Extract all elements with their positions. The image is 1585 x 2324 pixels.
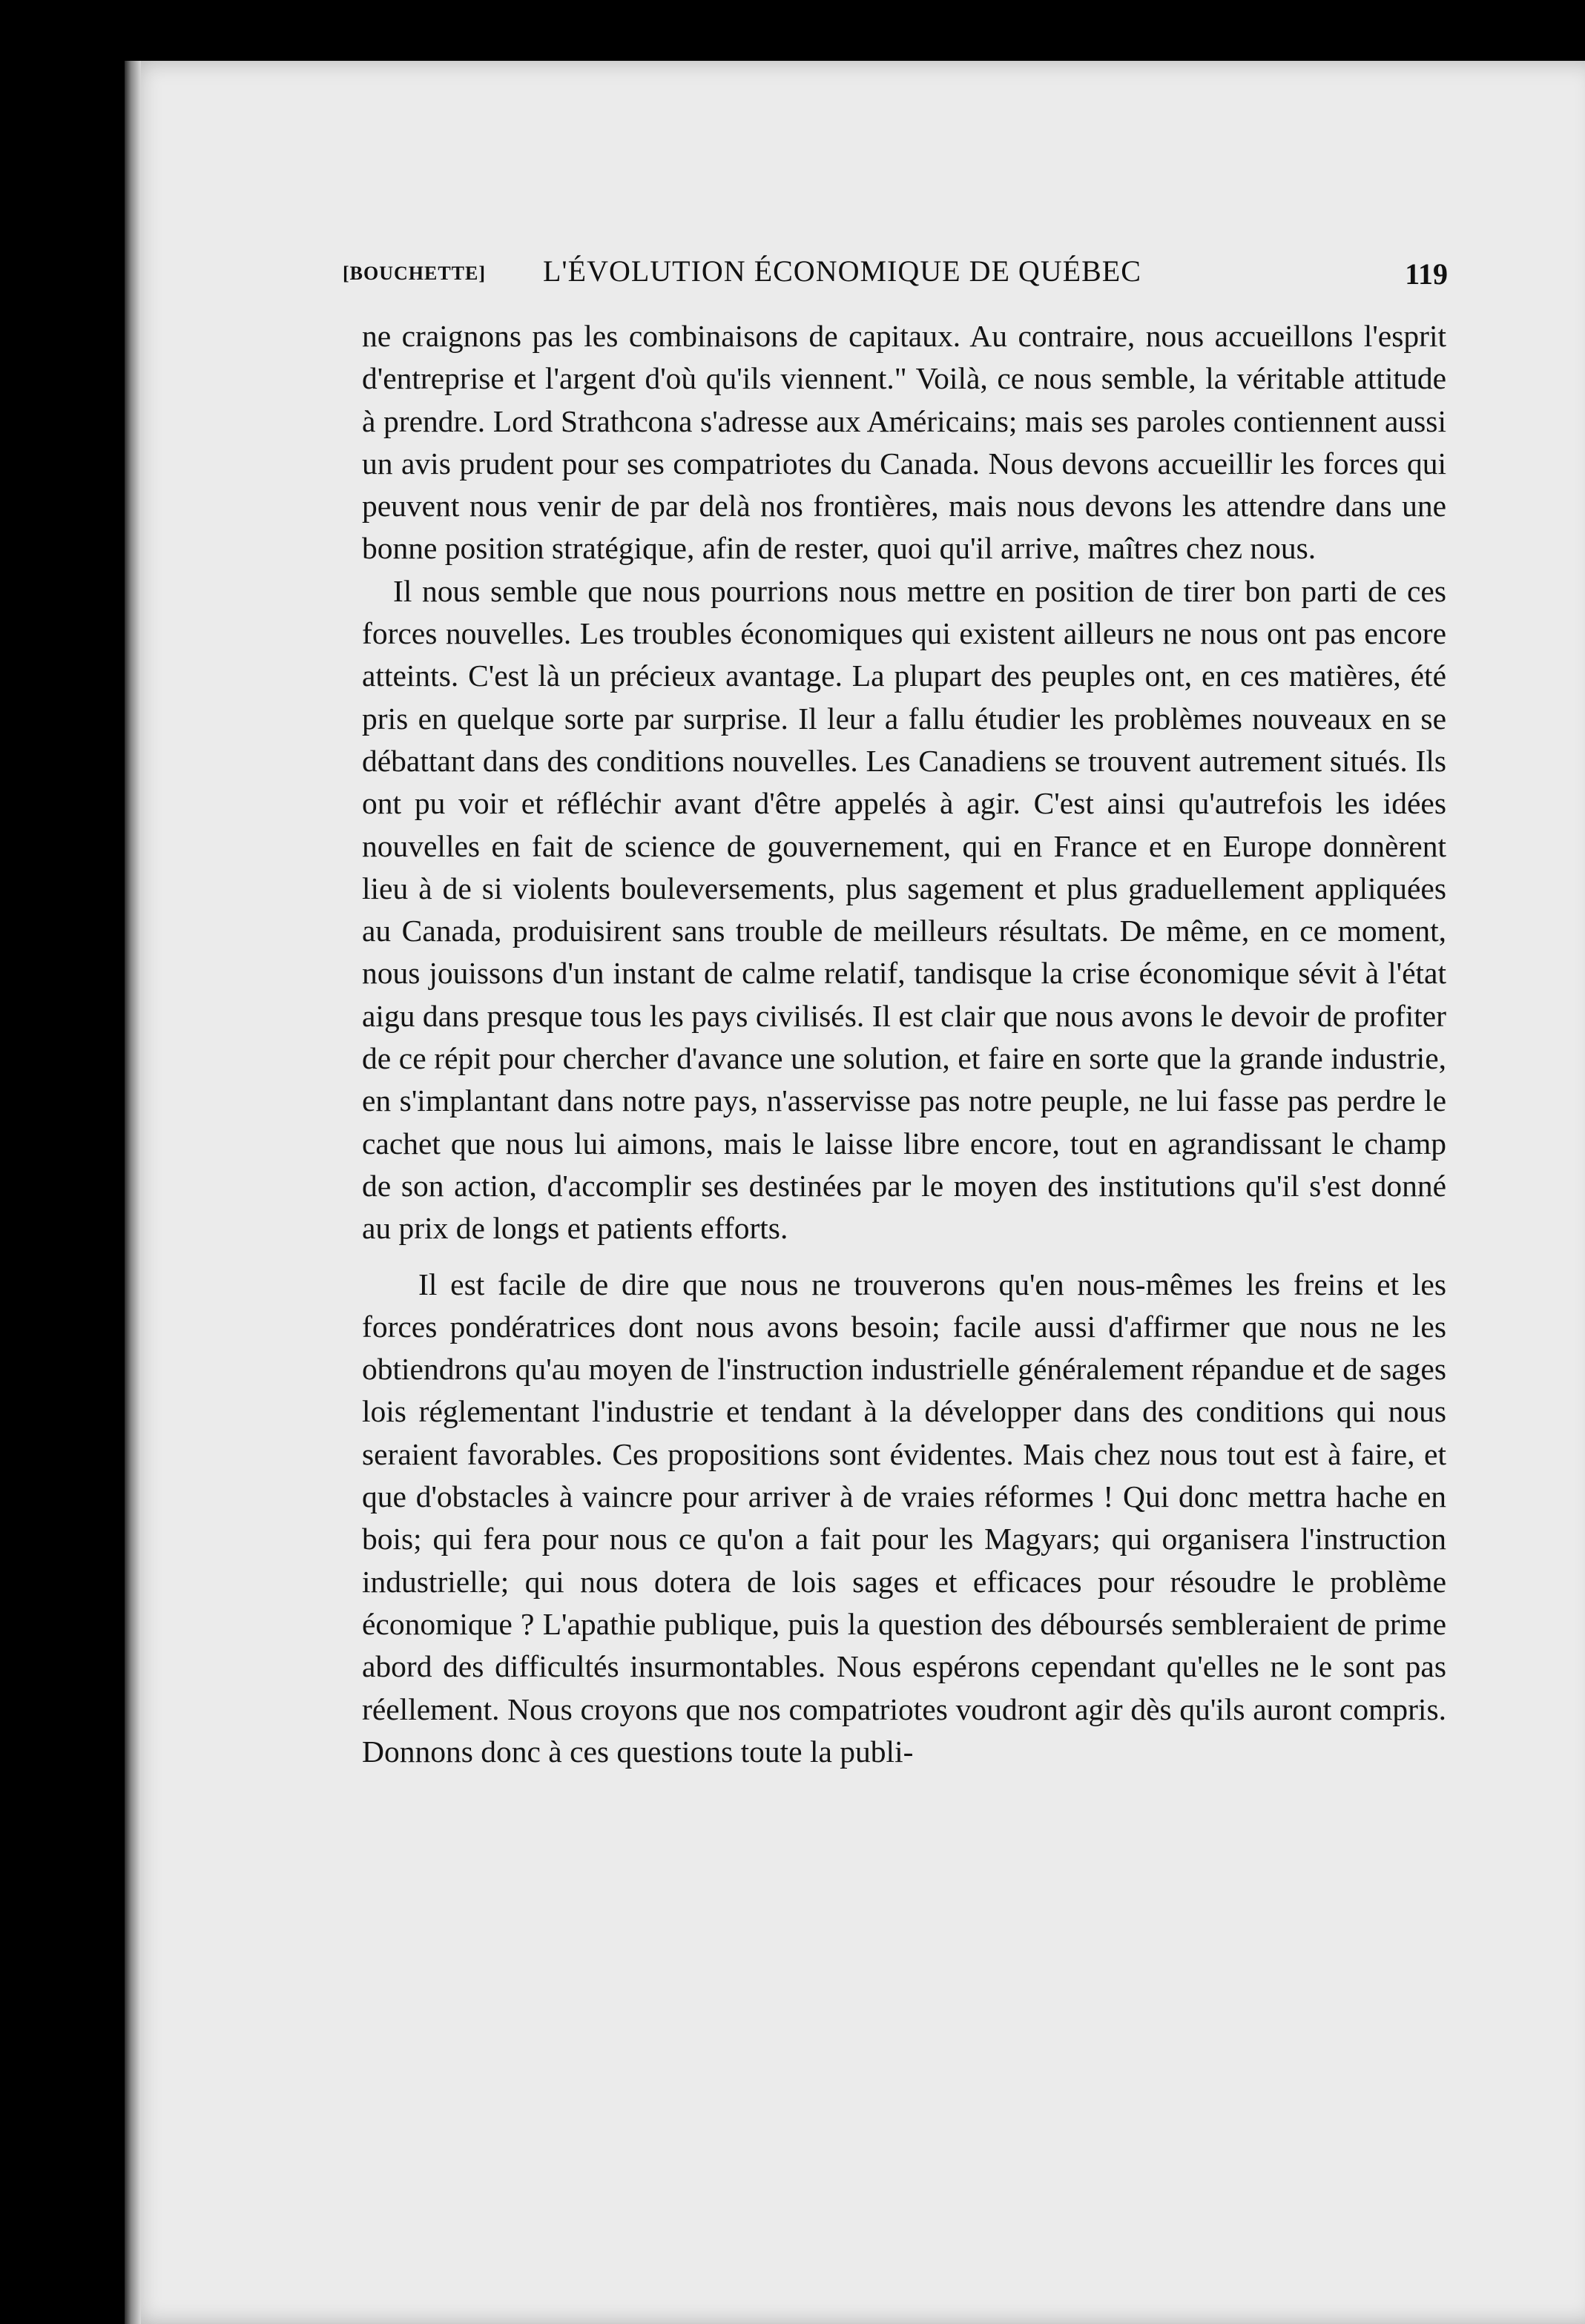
page-number: 119 xyxy=(1405,257,1448,291)
page-binding-edge xyxy=(125,61,141,2324)
running-head-author: [BOUCHETTE] xyxy=(343,263,487,284)
paragraph: Il nous semble que nous pourrions nous mettre en position de tirer bon parti de ces forces nouvelles. Les troubles économiques qui existent ailleurs ne nous ont pas encore atteints. C'est là un précieux avantage. La plupart des peuples ont, en ces matières, été pris en quelque sorte par surprise. Il leur a fallu étudier les problèmes nouveaux en se débattant dans des conditions nouvelles. Les Canadiens se trouvent autrement situés. Ils ont pu voir et réfléchir avant d'être appelés à agir. C'est ainsi qu'autrefois les idées nouvelles en fait de science de gouvernement, qui en France et en Europe donnèrent lieu à de si violents bouleversements, plus sagement et plus graduellement appliquées au Canada, produisirent sans trouble de meilleurs résultats. De même, en ce moment, nous jouissons d'un instant de calme relatif, tandisque la crise économique sévit à l'état aigu dans presque tous les pays civilisés. Il est clair que nous avons le devoir de profiter de ce répit pour chercher d'avance une solution, et faire en sorte que la grande industrie, en s'implantant dans notre pays, n'asservisse pas notre peuple, ne lui fasse pas perdre le cachet que nous lui aimons, mais le laisse libre encore, tout en agrandissant le champ de son action, d'accomplir ses destinées par le moyen des institutions qu'il s'est donné au prix de longs et patients efforts. xyxy=(362,573,1446,1246)
body-text xyxy=(362,315,1446,1773)
paragraph: Il est facile de dire que nous ne trouverons qu'en nous-mêmes les freins et les forces pondératrices dont nous avons besoin; facile aussi d'affirmer que nous ne les obtiendrons qu'au moyen de l'instruction industrielle généralement répandue et de sages lois réglementant l'industrie et tendant à la développer dans des conditions qui nous seraient favorables. Ces propositions sont évidentes. Mais chez nous tout est à faire, et que d'obstacles à vaincre pour arriver à de vraies réformes ! Qui donc mettra hache en bois; qui fera pour nous ce qu'on a fait pour les Magyars; qui organisera l'instruction industrielle; qui nous dotera de lois sages et efficaces pour résoudre le problème économique ? L'apathie publique, puis la question des déboursés sembleraient de prime abord des difficultés insurmontables. Nous espérons cependant qu'elles ne le sont pas réellement. Nous croyons que nos compatriotes voudront agir dès qu'ils auront compris. Donnons donc à ces questions toute la publi- xyxy=(362,1267,1446,1769)
running-head xyxy=(343,254,1448,298)
running-head-title: L'ÉVOLUTION ÉCONOMIQUE DE QUÉBEC xyxy=(543,254,1141,288)
paragraph-continued: ne craignons pas les combinaisons de capitaux. Au contraire, nous accueillons l'esprit d'entreprise et l'argent d'où qu'ils viennent." Voilà, ce nous semble, la véritable attitude à prendre. Lord Strathcona s'adresse aux Américains; mais ses paroles contiennent aussi un avis prudent pour ses compatriotes du Canada. Nous devons accueillir les forces qui peuvent nous venir de par delà nos frontières, mais nous devons les attendre dans une bonne position stratégique, afin de rester, quoi qu'il arrive, maîtres chez nous. xyxy=(362,319,1446,566)
